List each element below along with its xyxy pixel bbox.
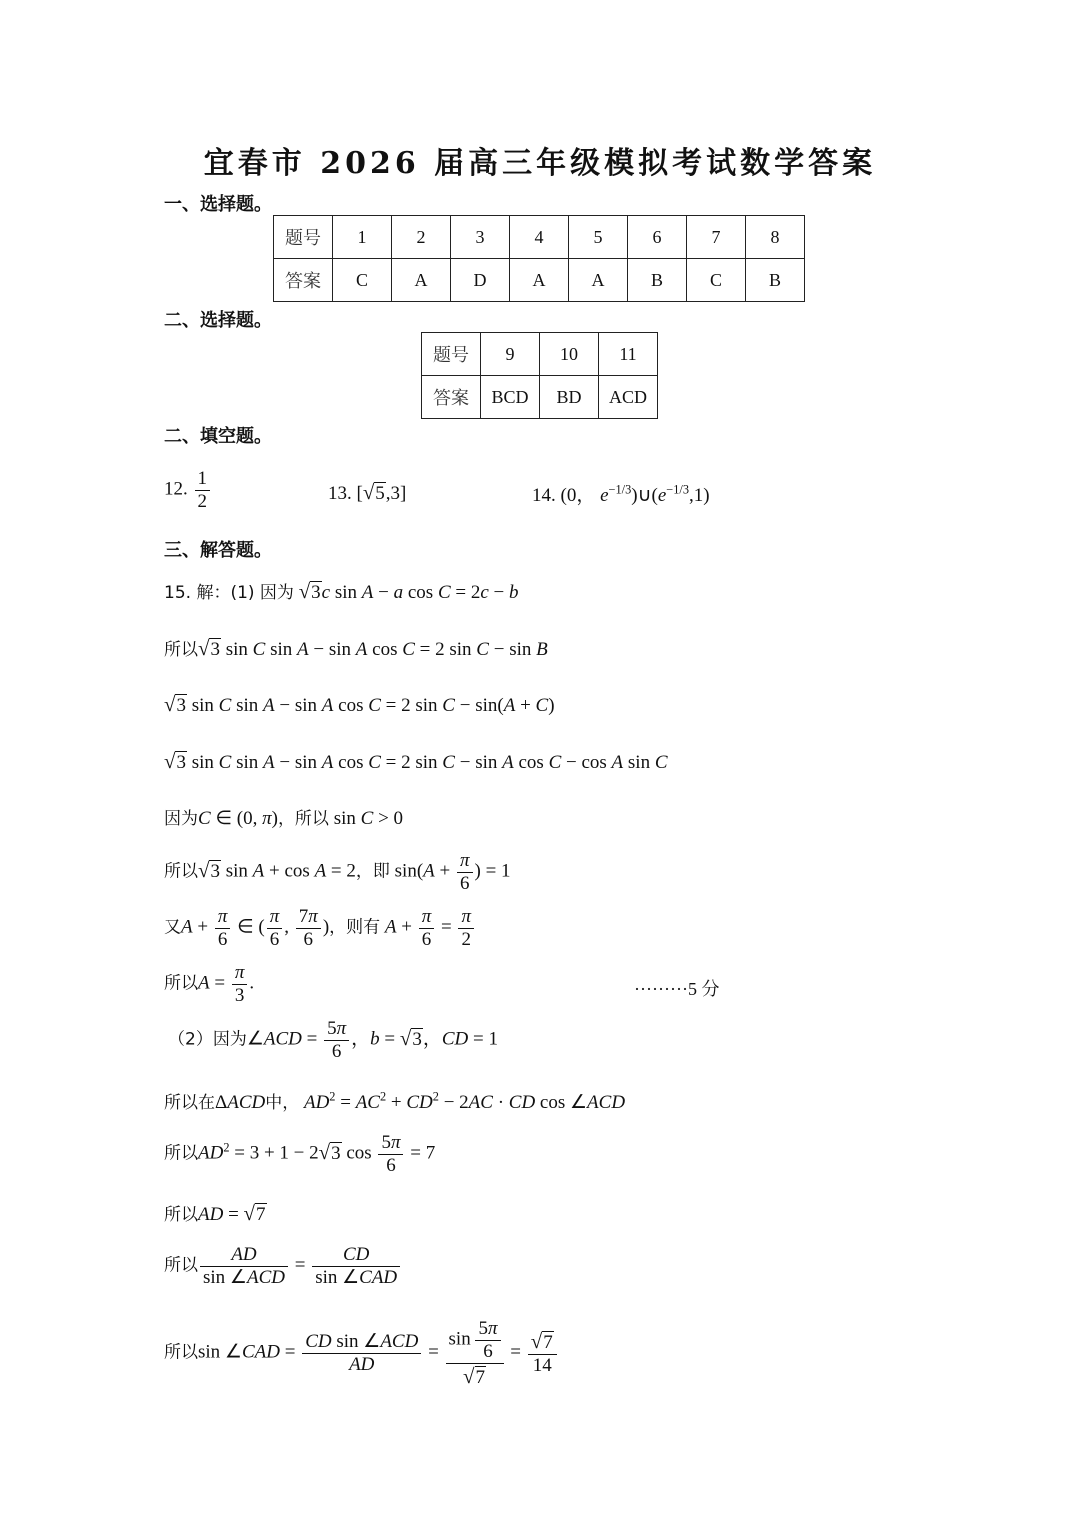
score-marker: ·········5 分 [634,979,720,999]
answer-cell: A [510,259,569,302]
solution-line-11: 所以$AD^2 = 3 + 1 - 2√3$ cos $\frac{5\pi}{6}$ = 7 [164,1132,436,1176]
answer-cell: ACD [599,376,658,419]
table-answer-label: 答案 [422,376,481,419]
solution-line-12: 所以AD = √7 [164,1201,266,1225]
section-choice-2: 二、选择题。 [164,310,272,331]
page-title: 宜春市 2026 届高三年级模拟考试数学答案 [203,146,877,181]
answer-cell: C [333,259,392,302]
table-header-label: 题号 [422,333,481,376]
table-row-answers [274,259,805,302]
table-row-header [274,216,805,259]
answer-cell: BD [540,376,599,419]
section-solutions: 三、解答题。 [164,540,272,561]
question-number: 4 [510,216,569,259]
table-row-header [422,333,658,376]
question-number: 7 [687,216,746,259]
answer-cell: A [569,259,628,302]
question-number: 2 [392,216,451,259]
table-row-answers [422,376,658,419]
question-label: 14. [532,485,556,506]
question-number: 5 [569,216,628,259]
question-number: 6 [628,216,687,259]
answer-table-1 [273,215,805,302]
answer-table-2 [421,332,658,419]
solution-line-6: 所以√3 sin A + cos A = 2，即 sin(A + $\frac{\pi}{6}$ ) = 1 [164,850,511,894]
table-answer-label: 答案 [274,259,333,302]
answer-12 [164,468,212,513]
solution-line-13: 所以 $\frac{AD}{\text{sin ∠ACD}}$ = $\frac{CD}{\text{sin ∠CAD}}$ [164,1244,402,1289]
answer-14: 14. (0， $e^{-1/3})\cup(e^{-1/3},1)$ [532,482,710,506]
answer-cell: B [746,259,805,302]
section-fill-in: 二、填空题。 [164,426,272,447]
question-label: 13. [328,483,352,504]
solution-line-4: √3 sin C sin A − sin A cos C = 2 sin C − sin A cos C − cos A sin C [164,749,668,773]
table-header-label: 题号 [274,216,333,259]
answer-cell: B [628,259,687,302]
solution-line-7: 又A + $\frac{\pi}{6}$ ∈ ( $\frac{\pi}{6}$ , $\frac{7\pi}{6}$ )，则有 A + $\frac{\pi}{6}$ = $\frac{\pi}{2}$ [164,906,476,951]
solution-line-5: 因为C ∈ (0, π)，所以 sin C > 0 [164,808,404,829]
answer-13: 13. [√5,3] [328,480,407,504]
solution-line-3: √3 sin C sin A − sin A cos C = 2 sin C − sin(A + C) [164,692,555,716]
question-number: 8 [746,216,805,259]
question-number: 3 [451,216,510,259]
question-number: 1 [333,216,392,259]
answer-cell: A [392,259,451,302]
question-label: 12. [164,478,188,500]
solution-line-10: 所以在ΔACD中， $AD^2 = AC^2 + CD^2 - 2AC$ · CD cos ∠ACD [164,1089,626,1113]
answer-cell: D [451,259,510,302]
solution-line-14: 所以sin ∠CAD = $\frac{\text{CD sin ∠ACD}}{AD}$ = sin $\frac{5\pi}{6}$ √7 = $\frac{√7}{14}$ [164,1318,559,1389]
answer-cell: BCD [481,376,540,419]
fraction: $\frac{1}{2}$ [195,468,211,513]
question-number: 10 [540,333,599,376]
solution-line-1: 15. 解：(1) 因为 √3c sin A − a cos C = 2c − b [164,579,519,603]
question-number: 9 [481,333,540,376]
solution-line-8: 所以A = $\frac{\pi}{3}$ . [164,962,255,1006]
section-choice-1: 一、选择题。 [164,194,272,215]
question-number: 11 [599,333,658,376]
answer-cell: C [687,259,746,302]
solution-line-2: 所以√3 sin C sin A − sin A cos C = 2 sin C − sin B [164,636,548,660]
solution-line-9: （2）因为∠ACD = $\frac{5\pi}{6}$ ，b = √3，CD = 1 [168,1018,498,1062]
